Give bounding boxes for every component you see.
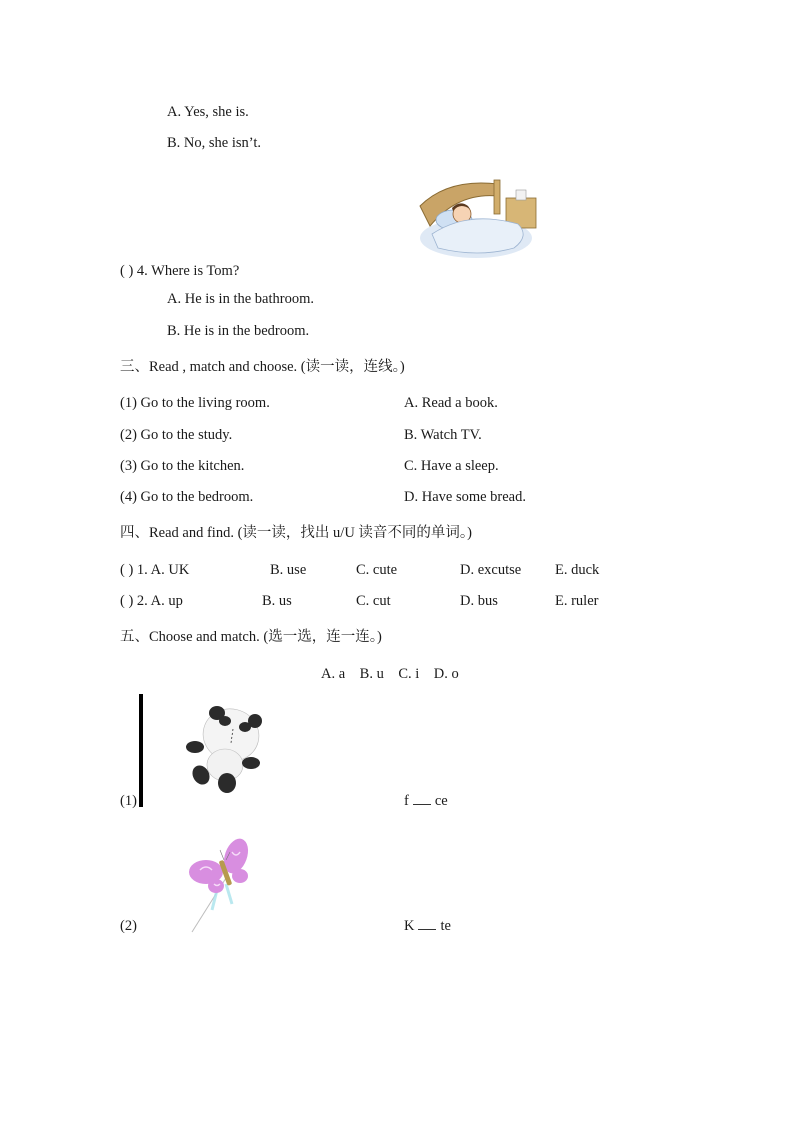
match-left-1[interactable]: (1) Go to the living room. [120,395,270,411]
option-e: E. ruler [555,593,599,609]
match-left-2[interactable]: (2) Go to the study. [120,427,233,443]
option-d: D. excutse [460,562,522,578]
word-prefix: f [404,793,409,809]
row-number-option-a: 2. A. up [136,593,183,609]
q3-option-b: B. No, she isn’t. [167,135,261,151]
butterfly-kite-image [188,834,268,934]
option-c: C. cute [356,562,398,578]
panda-image [183,703,263,793]
q4-question: 4. Where is Tom? [136,263,240,279]
match-left-3[interactable]: (3) Go to the kitchen. [120,458,245,474]
word-suffix: te [440,918,451,934]
match-right-c[interactable]: C. Have a sleep. [404,458,499,474]
find-row-1 [120,561,189,579]
row-number-option-a: 1. A. UK [136,562,190,578]
word-prefix: K [404,918,415,934]
q4-option-b: B. He is in the bedroom. [167,323,310,339]
answer-bracket[interactable]: ( ) [120,263,134,279]
item-2-label: (2) [120,918,137,934]
word-suffix: ce [434,793,448,809]
option-d: D. bus [460,593,498,609]
item-2-word [404,917,451,935]
answer-bracket[interactable]: ( ) [120,593,134,609]
match-right-b[interactable]: B. Watch TV. [404,427,482,443]
section4-heading: 四、Read and find. (读一读，找出 u/U 读音不同的单词。) [120,525,472,541]
option-c: C. cut [356,593,391,609]
option-b: B. use [270,562,307,578]
match-right-a[interactable]: A. Read a book. [404,395,498,411]
letter-options: A. a B. u C. i D. o [321,666,459,682]
q4-option-a: A. He is in the bathroom. [167,291,314,307]
q3-option-a: A. Yes, she is. [167,104,249,120]
letter-blank[interactable] [418,917,436,930]
match-right-d[interactable]: D. Have some bread. [404,489,526,505]
letter-blank[interactable] [413,792,431,805]
section5-heading: 五、Choose and match. (选一选，连一连。) [120,629,382,645]
find-row-2 [120,592,183,610]
match-left-4[interactable]: (4) Go to the bedroom. [120,489,254,505]
option-e: E. duck [555,562,600,578]
answer-bracket[interactable]: ( ) [120,562,134,578]
boy-sleeping-in-bed-image [418,176,540,260]
vertical-bar [139,694,143,807]
section3-heading: 三、Read , match and choose. (读一读，连线。) [120,359,405,375]
q4-question-row [120,262,239,280]
item-1-word [404,792,448,810]
option-b: B. us [262,593,292,609]
item-1-label: (1) [120,793,137,809]
